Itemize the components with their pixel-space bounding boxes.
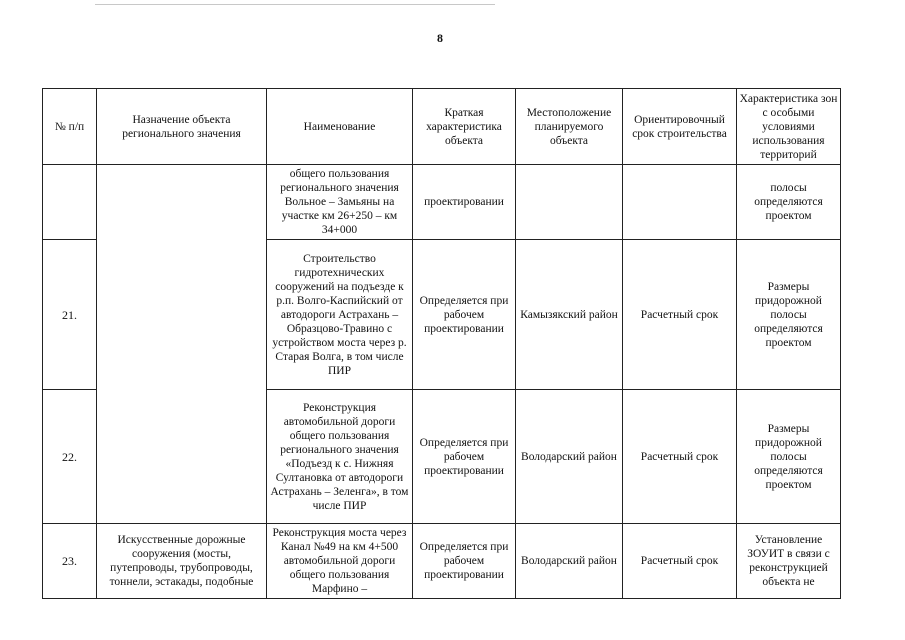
cell-number (43, 165, 97, 240)
table-header-row (43, 89, 841, 165)
cell-number: 22. (43, 390, 97, 524)
cell-purpose: Искусственные дорожные сооружения (мосты, путепроводы, трубопроводы, тоннели, эстакады, подобные (97, 524, 267, 599)
scan-artifact-line (95, 4, 495, 5)
cell-location: Камызякский район (516, 240, 623, 390)
cell-term (623, 165, 737, 240)
cell-zones: Установление ЗОУИТ в связи с реконструкцией объекта не (737, 524, 841, 599)
cell-purpose-merged (97, 165, 267, 524)
cell-location (516, 165, 623, 240)
cell-name: Реконструкция автомобильной дороги общего пользования регионального значения «Подъезд к с. Нижняя Султановка от автодороги Астрахань – Зеленга», в том числе ПИР (267, 390, 413, 524)
cell-characteristic: Определяется при рабочем проектировании (413, 240, 516, 390)
cell-characteristic: проектировании (413, 165, 516, 240)
regional-objects-table (42, 88, 841, 599)
table-row (43, 524, 841, 599)
page-number: 8 (437, 31, 443, 45)
cell-location: Володарский район (516, 524, 623, 599)
header-name: Наименование (267, 89, 413, 165)
cell-location: Володарский район (516, 390, 623, 524)
cell-name: Строительство гидротехнических сооружений на подъезде к р.п. Волго-Каспийский от автодороги Астрахань – Образцово-Травино с устройством моста через р. Старая Волга, в том числе ПИР (267, 240, 413, 390)
cell-term: Расчетный срок (623, 524, 737, 599)
cell-zones: Размеры придорожной полосы определяются проектом (737, 390, 841, 524)
cell-number: 23. (43, 524, 97, 599)
cell-name: общего пользования регионального значения Вольное – Замьяны на участке км 26+250 – км 34+000 (267, 165, 413, 240)
header-number: № п/п (43, 89, 97, 165)
header-zones: Характеристика зон с особыми условиями использования территорий (737, 89, 841, 165)
cell-zones: Размеры придорожной полосы определяются проектом (737, 240, 841, 390)
cell-term: Расчетный срок (623, 390, 737, 524)
header-purpose: Назначение объекта регионального значения (97, 89, 267, 165)
cell-zones: полосы определяются проектом (737, 165, 841, 240)
cell-term: Расчетный срок (623, 240, 737, 390)
header-characteristic: Краткая характеристика объекта (413, 89, 516, 165)
cell-name: Реконструкция моста через Канал №49 на км 4+500 автомобильной дороги общего пользования Марфино – (267, 524, 413, 599)
cell-number: 21. (43, 240, 97, 390)
header-location: Местоположение планируемого объекта (516, 89, 623, 165)
table-row-continuation (43, 165, 841, 240)
cell-characteristic: Определяется при рабочем проектировании (413, 524, 516, 599)
cell-characteristic: Определяется при рабочем проектировании (413, 390, 516, 524)
header-term: Ориентировочный срок строительства (623, 89, 737, 165)
